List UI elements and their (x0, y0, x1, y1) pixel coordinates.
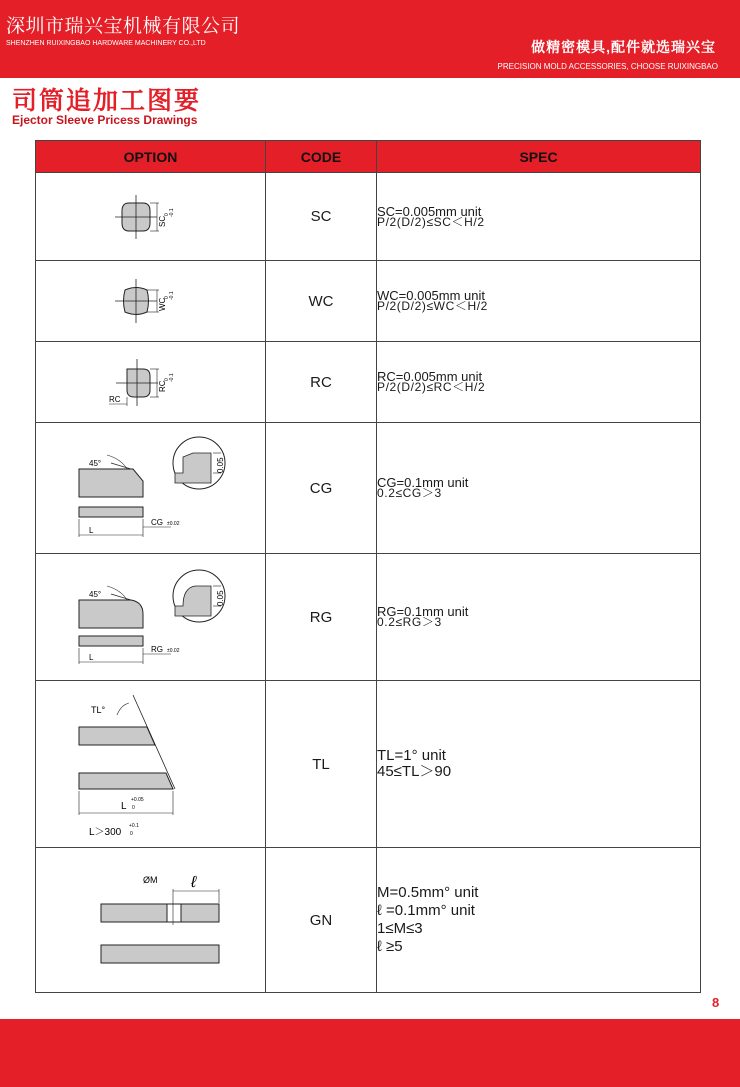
code-cell-cg: CG (266, 423, 377, 554)
page-title-cn: 司筒追加工图要 (12, 87, 202, 115)
tl-taper-diagram (51, 685, 251, 843)
spec-tl-line1: TL=1° unit (377, 747, 446, 764)
cg-groove-diagram (71, 429, 231, 547)
rg-angle-label: 45° (88, 590, 101, 599)
spec-sc-line2: P/2(D/2)≤SC＜H/2 (377, 214, 485, 229)
spec-wc-line2: P/2(D/2)≤WC＜H/2 (377, 299, 488, 313)
spec-gn-line4: ℓ ≥5 (377, 938, 403, 955)
tl-length-label: L (120, 801, 127, 812)
ejector-sleeve-spec-table (35, 140, 701, 993)
rg-groove-diagram (71, 560, 231, 674)
code-cell-sc: SC (266, 173, 377, 261)
rg-tol-label: ±0.02 (166, 648, 179, 654)
rc-tol-upper: 0 (163, 378, 170, 381)
code-cell-wc: WC (266, 261, 377, 342)
option-cell-rg (36, 554, 266, 681)
sc-dim-label: SC (157, 215, 167, 227)
wc-tol-upper: 0 (163, 296, 170, 299)
option-cell-gn (36, 848, 266, 993)
code-cell-rc: RC (266, 342, 377, 423)
rc-dim-label: RC (157, 380, 167, 392)
table-row-wc (36, 261, 701, 342)
table-row-rg (36, 554, 701, 681)
spec-wc-line1: WC=0.005mm unit (377, 288, 486, 303)
option-cell-sc (36, 173, 266, 261)
column-header-option: OPTION (36, 141, 266, 173)
spec-cell-wc (377, 261, 701, 342)
page-title-en: Ejector Sleeve Pricess Drawings (12, 113, 198, 127)
tl-length-tol-lower: 0 (131, 805, 135, 811)
spec-cell-rg (377, 554, 701, 681)
spec-cell-sc (377, 173, 701, 261)
column-header-spec: SPEC (377, 141, 701, 173)
slogan-en: PRECISION MOLD ACCESSORIES, CHOOSE RUIXINGBAO (497, 62, 718, 71)
spec-cell-gn (377, 848, 701, 993)
company-name-cn: 深圳市瑞兴宝机械有限公司 (6, 16, 241, 37)
code-cell-tl: TL (266, 681, 377, 848)
option-cell-rc (36, 342, 266, 423)
table-row-tl (36, 681, 701, 848)
sc-cut-diagram (101, 187, 201, 247)
spec-sc-line1: SC=0.005mm unit (377, 203, 482, 219)
option-cell-tl (36, 681, 266, 848)
cg-angle-label: 45° (88, 459, 101, 468)
rc-side-label: RC (108, 395, 121, 404)
cg-detail-dim: 0.05 (215, 457, 225, 473)
gn-groove-diagram (51, 865, 251, 975)
spec-rc-line2: P/2(D/2)≤RC＜H/2 (377, 380, 486, 394)
option-cell-wc (36, 261, 266, 342)
rc-cut-diagram (101, 352, 201, 412)
tl-total-tol-upper: +0.1 (128, 823, 139, 829)
option-cell-cg (36, 423, 266, 554)
page-number: 8 (712, 995, 720, 1010)
code-cell-rg: RG (266, 554, 377, 681)
spec-cell-tl (377, 681, 701, 848)
wc-dim-label: WC (157, 297, 167, 311)
table-row-gn (36, 848, 701, 993)
spec-rc-line1: RC=0.005mm unit (377, 369, 483, 384)
rg-detail-dim: 0.05 (215, 590, 225, 606)
rc-tol-lower: -0.1 (168, 373, 175, 382)
company-name-en: SHENZHEN RUIXINGBAO HARDWARE MACHINERY CO.,LTD (6, 40, 206, 47)
cg-tol-label: ±0.02 (166, 521, 179, 527)
tl-total-label: L＞300 (88, 827, 121, 838)
wc-cut-diagram (101, 273, 201, 329)
gn-m-label: ØM (142, 875, 157, 885)
wc-tol-lower: -0.1 (168, 291, 175, 300)
tl-total-tol-lower: 0 (129, 831, 133, 837)
sc-tol-lower: -0.1 (168, 207, 175, 217)
column-header-code: CODE (266, 141, 377, 173)
table-row-rc (36, 342, 701, 423)
gn-l-label: ℓ (190, 874, 196, 891)
tl-angle-label: TL° (90, 705, 105, 715)
rg-dim-label: RG (150, 645, 163, 654)
cg-length-label: L (88, 526, 93, 535)
spec-gn-line3: 1≤M≤3 (377, 920, 423, 937)
table-header-row (36, 141, 701, 173)
page-footer-band (0, 1019, 740, 1087)
spec-cg-line1: CG=0.1mm unit (377, 475, 469, 490)
cg-dim-label: CG (150, 518, 163, 527)
spec-gn-line2: ℓ =0.1mm° unit (377, 902, 475, 919)
table-row-sc (36, 173, 701, 261)
sc-tol-upper: 0 (163, 212, 170, 216)
rg-length-label: L (88, 653, 93, 662)
spec-cell-cg (377, 423, 701, 554)
spec-cell-rc (377, 342, 701, 423)
spec-tl-line2: 45≤TL＞90 (377, 763, 452, 780)
spec-rg-line2: 0.2≤RG＞3 (377, 615, 442, 629)
page-header (0, 0, 740, 78)
spec-rg-line1: RG=0.1mm unit (377, 604, 469, 619)
slogan-cn: 做精密模具,配件就选瑞兴宝 (531, 39, 716, 55)
table-row-cg (36, 423, 701, 554)
tl-length-tol-upper: +0.05 (130, 797, 144, 803)
code-cell-gn: GN (266, 848, 377, 993)
spec-gn-line1: M=0.5mm° unit (377, 884, 479, 901)
spec-cg-line2: 0.2≤CG＞3 (377, 486, 442, 500)
